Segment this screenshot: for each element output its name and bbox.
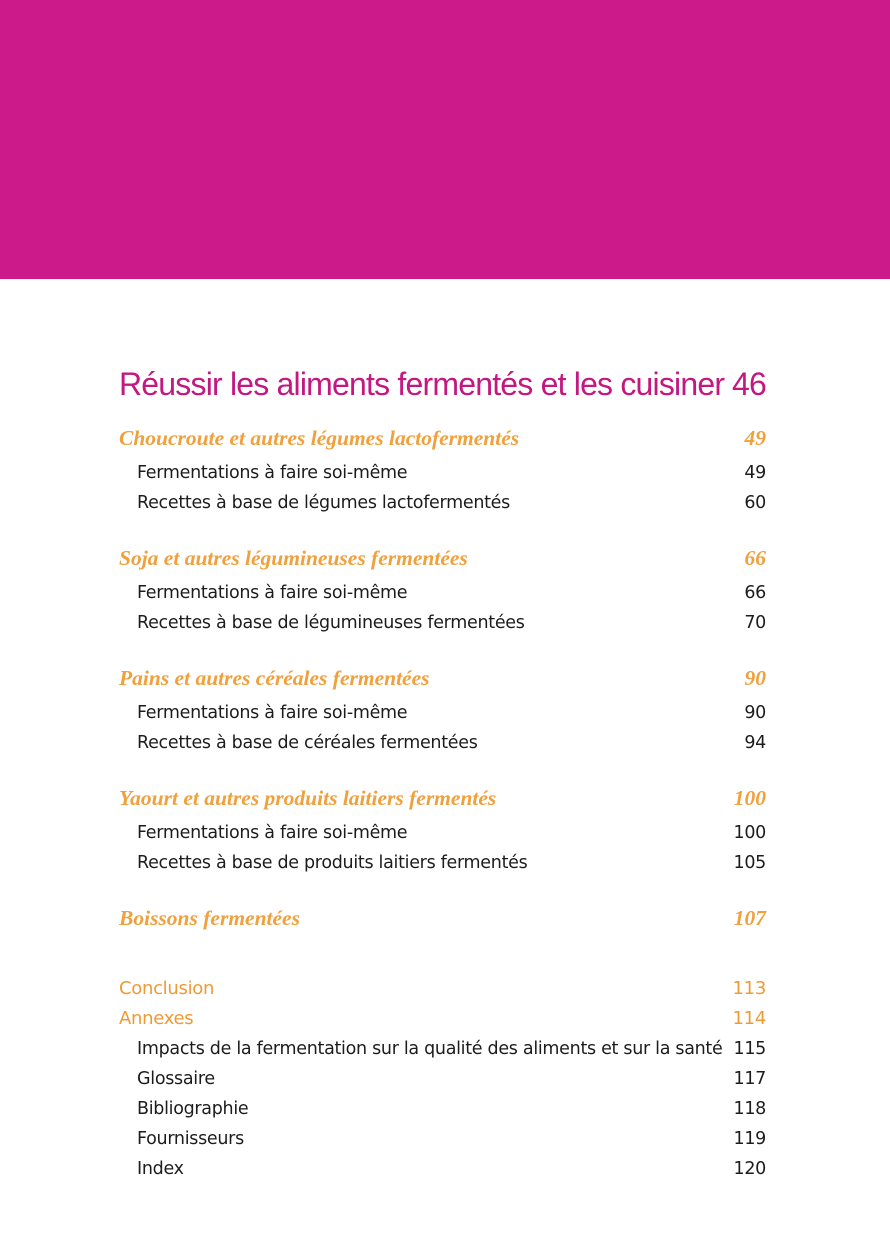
entry-page: 100	[733, 823, 766, 843]
entry-label: Bibliographie	[137, 1099, 249, 1119]
entry-label: Recettes à base de légumineuses fermentées	[137, 613, 525, 633]
entry-page: 119	[733, 1129, 766, 1149]
conclusion-label: Conclusion	[119, 978, 215, 999]
entry-page: 117	[733, 1069, 766, 1089]
entry-page: 70	[744, 613, 766, 633]
toc-entry	[119, 1064, 766, 1094]
chapter-page: 107	[733, 906, 766, 930]
chapter-block	[119, 778, 766, 878]
table-of-contents	[119, 356, 766, 1184]
conclusion-entry	[119, 974, 766, 1004]
entry-label: Fermentations à faire soi-même	[137, 703, 408, 723]
entry-page: 66	[744, 583, 766, 603]
toc-entry	[119, 1124, 766, 1154]
toc-entry	[119, 848, 766, 878]
entry-page: 49	[744, 463, 766, 483]
chapter-page: 100	[733, 786, 766, 810]
toc-entry	[119, 488, 766, 518]
chapter-page: 90	[744, 666, 766, 690]
part-title-page: 46	[732, 366, 766, 402]
toc-entry	[119, 608, 766, 638]
chapter-title: Pains et autres céréales fermentées	[119, 666, 430, 690]
annexes-label: Annexes	[119, 1008, 194, 1029]
toc-entry	[119, 818, 766, 848]
entry-page: 120	[733, 1159, 766, 1179]
chapter-block	[119, 658, 766, 758]
chapter-heading	[119, 898, 766, 938]
entry-label: Recettes à base de légumes lactofermentés	[137, 493, 510, 513]
entry-page: 118	[733, 1099, 766, 1119]
entry-label: Index	[137, 1159, 184, 1179]
entry-label: Fournisseurs	[137, 1129, 244, 1149]
part-title-label: Réussir les aliments fermentés et les cuisiner	[119, 366, 725, 402]
chapter-heading	[119, 658, 766, 698]
chapter-block	[119, 538, 766, 638]
entry-page: 94	[744, 733, 766, 753]
entry-page: 60	[744, 493, 766, 513]
entry-label: Impacts de la fermentation sur la qualité des aliments et sur la santé	[137, 1039, 723, 1059]
entry-label: Recettes à base de produits laitiers fermentés	[137, 853, 528, 873]
conclusion-page: 113	[732, 978, 766, 999]
entry-label: Glossaire	[137, 1069, 215, 1089]
annexes-entry	[119, 1004, 766, 1034]
toc-entry	[119, 578, 766, 608]
entry-label: Fermentations à faire soi-même	[137, 583, 408, 603]
chapter-block	[119, 898, 766, 938]
entry-label: Recettes à base de céréales fermentées	[137, 733, 478, 753]
entry-page: 115	[733, 1039, 766, 1059]
entry-page: 105	[733, 853, 766, 873]
toc-entry	[119, 698, 766, 728]
toc-entry	[119, 1034, 766, 1064]
header-color-band	[0, 0, 890, 279]
chapter-page: 66	[744, 546, 766, 570]
annexes-page: 114	[732, 1008, 766, 1029]
toc-entry	[119, 1154, 766, 1184]
chapter-title: Choucroute et autres légumes lactofermentés	[119, 426, 520, 450]
chapter-block	[119, 418, 766, 518]
chapter-heading	[119, 418, 766, 458]
entry-label: Fermentations à faire soi-même	[137, 823, 408, 843]
chapter-heading	[119, 538, 766, 578]
toc-entry	[119, 458, 766, 488]
entry-label: Fermentations à faire soi-même	[137, 463, 408, 483]
chapter-title: Boissons fermentées	[119, 906, 300, 930]
chapter-heading	[119, 778, 766, 818]
entry-page: 90	[744, 703, 766, 723]
part-title	[119, 356, 766, 412]
toc-entry	[119, 728, 766, 758]
chapter-title: Yaourt et autres produits laitiers fermentés	[119, 786, 497, 810]
toc-entry	[119, 1094, 766, 1124]
chapter-title: Soja et autres légumineuses fermentées	[119, 546, 468, 570]
chapter-page: 49	[744, 426, 766, 450]
